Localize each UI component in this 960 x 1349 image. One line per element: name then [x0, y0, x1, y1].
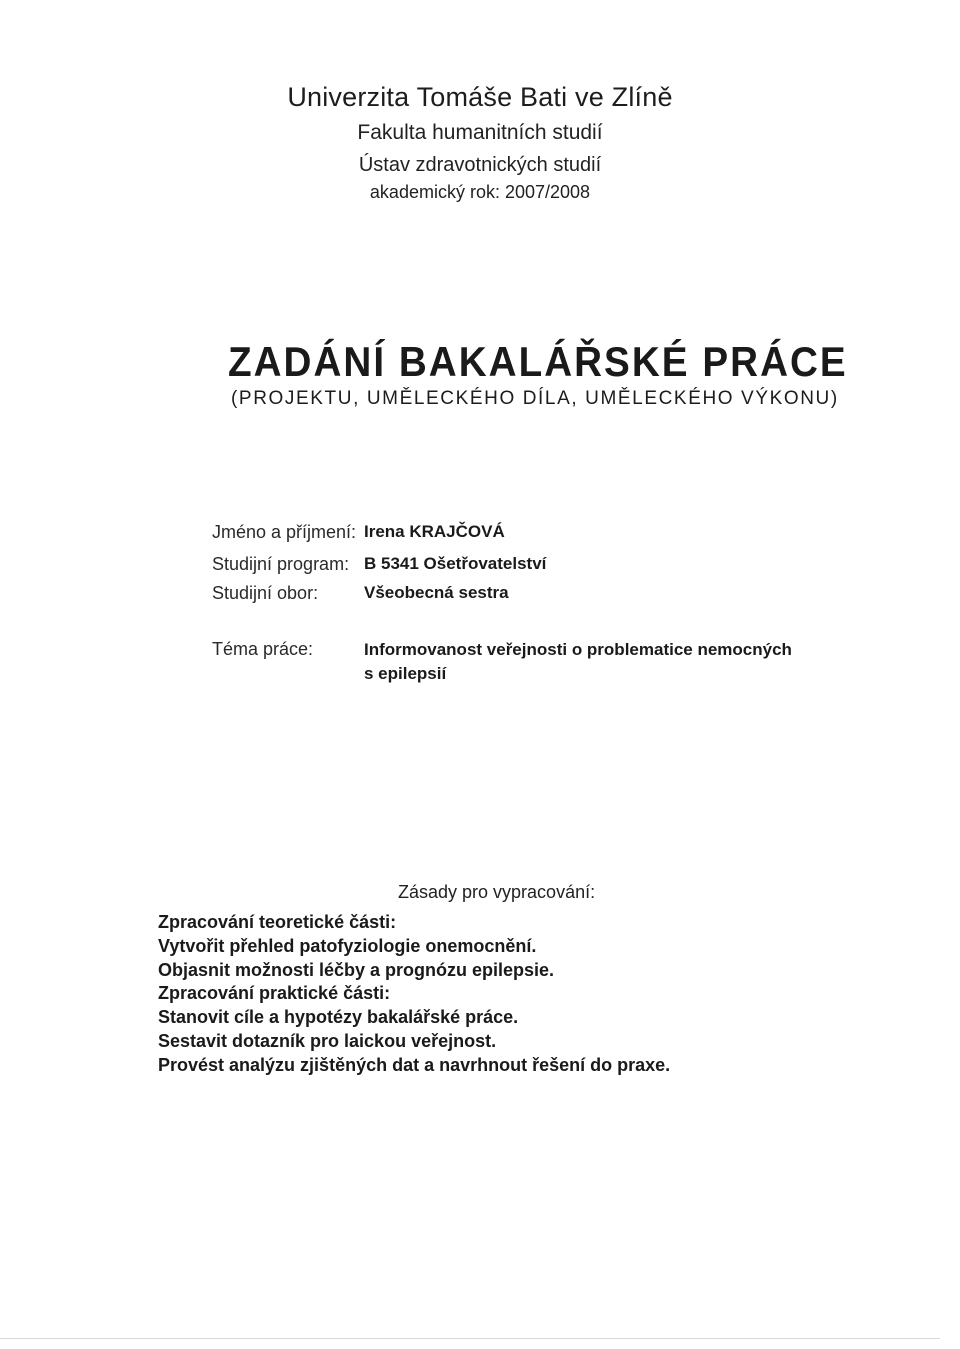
document-subtitle: (PROJEKTU, UMĚLECKÉHO DÍLA, UMĚLECKÉHO VÝKONU) — [231, 388, 839, 409]
guideline-item: Objasnit možnosti léčby a prognózu epilepsie. — [158, 959, 555, 980]
program-value: B 5341 Ošetřovatelství — [364, 554, 547, 573]
guideline-item: Stanovit cíle a hypotézy bakalářské práce. — [158, 1007, 519, 1028]
institute-name: Ústav zdravotnických studií — [358, 154, 602, 176]
document-title: ZADÁNÍ BAKALÁŘSKÉ PRÁCE — [228, 338, 848, 385]
field-value: Všeobecná sestra — [364, 583, 509, 602]
guideline-item: Zpracování teoretické části: — [158, 912, 397, 932]
field-label: Studijní obor: — [212, 583, 319, 603]
program-label: Studijní program: — [212, 554, 350, 574]
guidelines-heading: Zásady pro vypracování: — [398, 882, 596, 902]
guidelines-list — [158, 911, 670, 1078]
name-value: Irena KRAJČOVÁ — [364, 522, 505, 541]
guideline-item: Sestavit dotazník pro laickou veřejnost. — [158, 1030, 497, 1051]
guideline-item: Vytvořit přehled patofyziologie onemocnění. — [158, 935, 537, 956]
name-label: Jméno a příjmení: — [212, 522, 357, 542]
guideline-item: Zpracování praktické části: — [158, 983, 391, 1004]
academic-year: akademický rok: 2007/2008 — [369, 182, 591, 202]
topic-value: Informovanost veřejnosti o problematice nemocných s epilepsií — [364, 640, 792, 683]
scan-edge-line — [0, 1338, 940, 1339]
guideline-item: Provést analýzu zjištěných dat a navrhnout řešení do praxe. — [158, 1054, 671, 1075]
university-name: Univerzita Tomáše Bati ve Zlíně — [287, 82, 673, 112]
topic-label: Téma práce: — [212, 639, 314, 659]
faculty-name: Fakulta humanitních studií — [357, 121, 603, 144]
